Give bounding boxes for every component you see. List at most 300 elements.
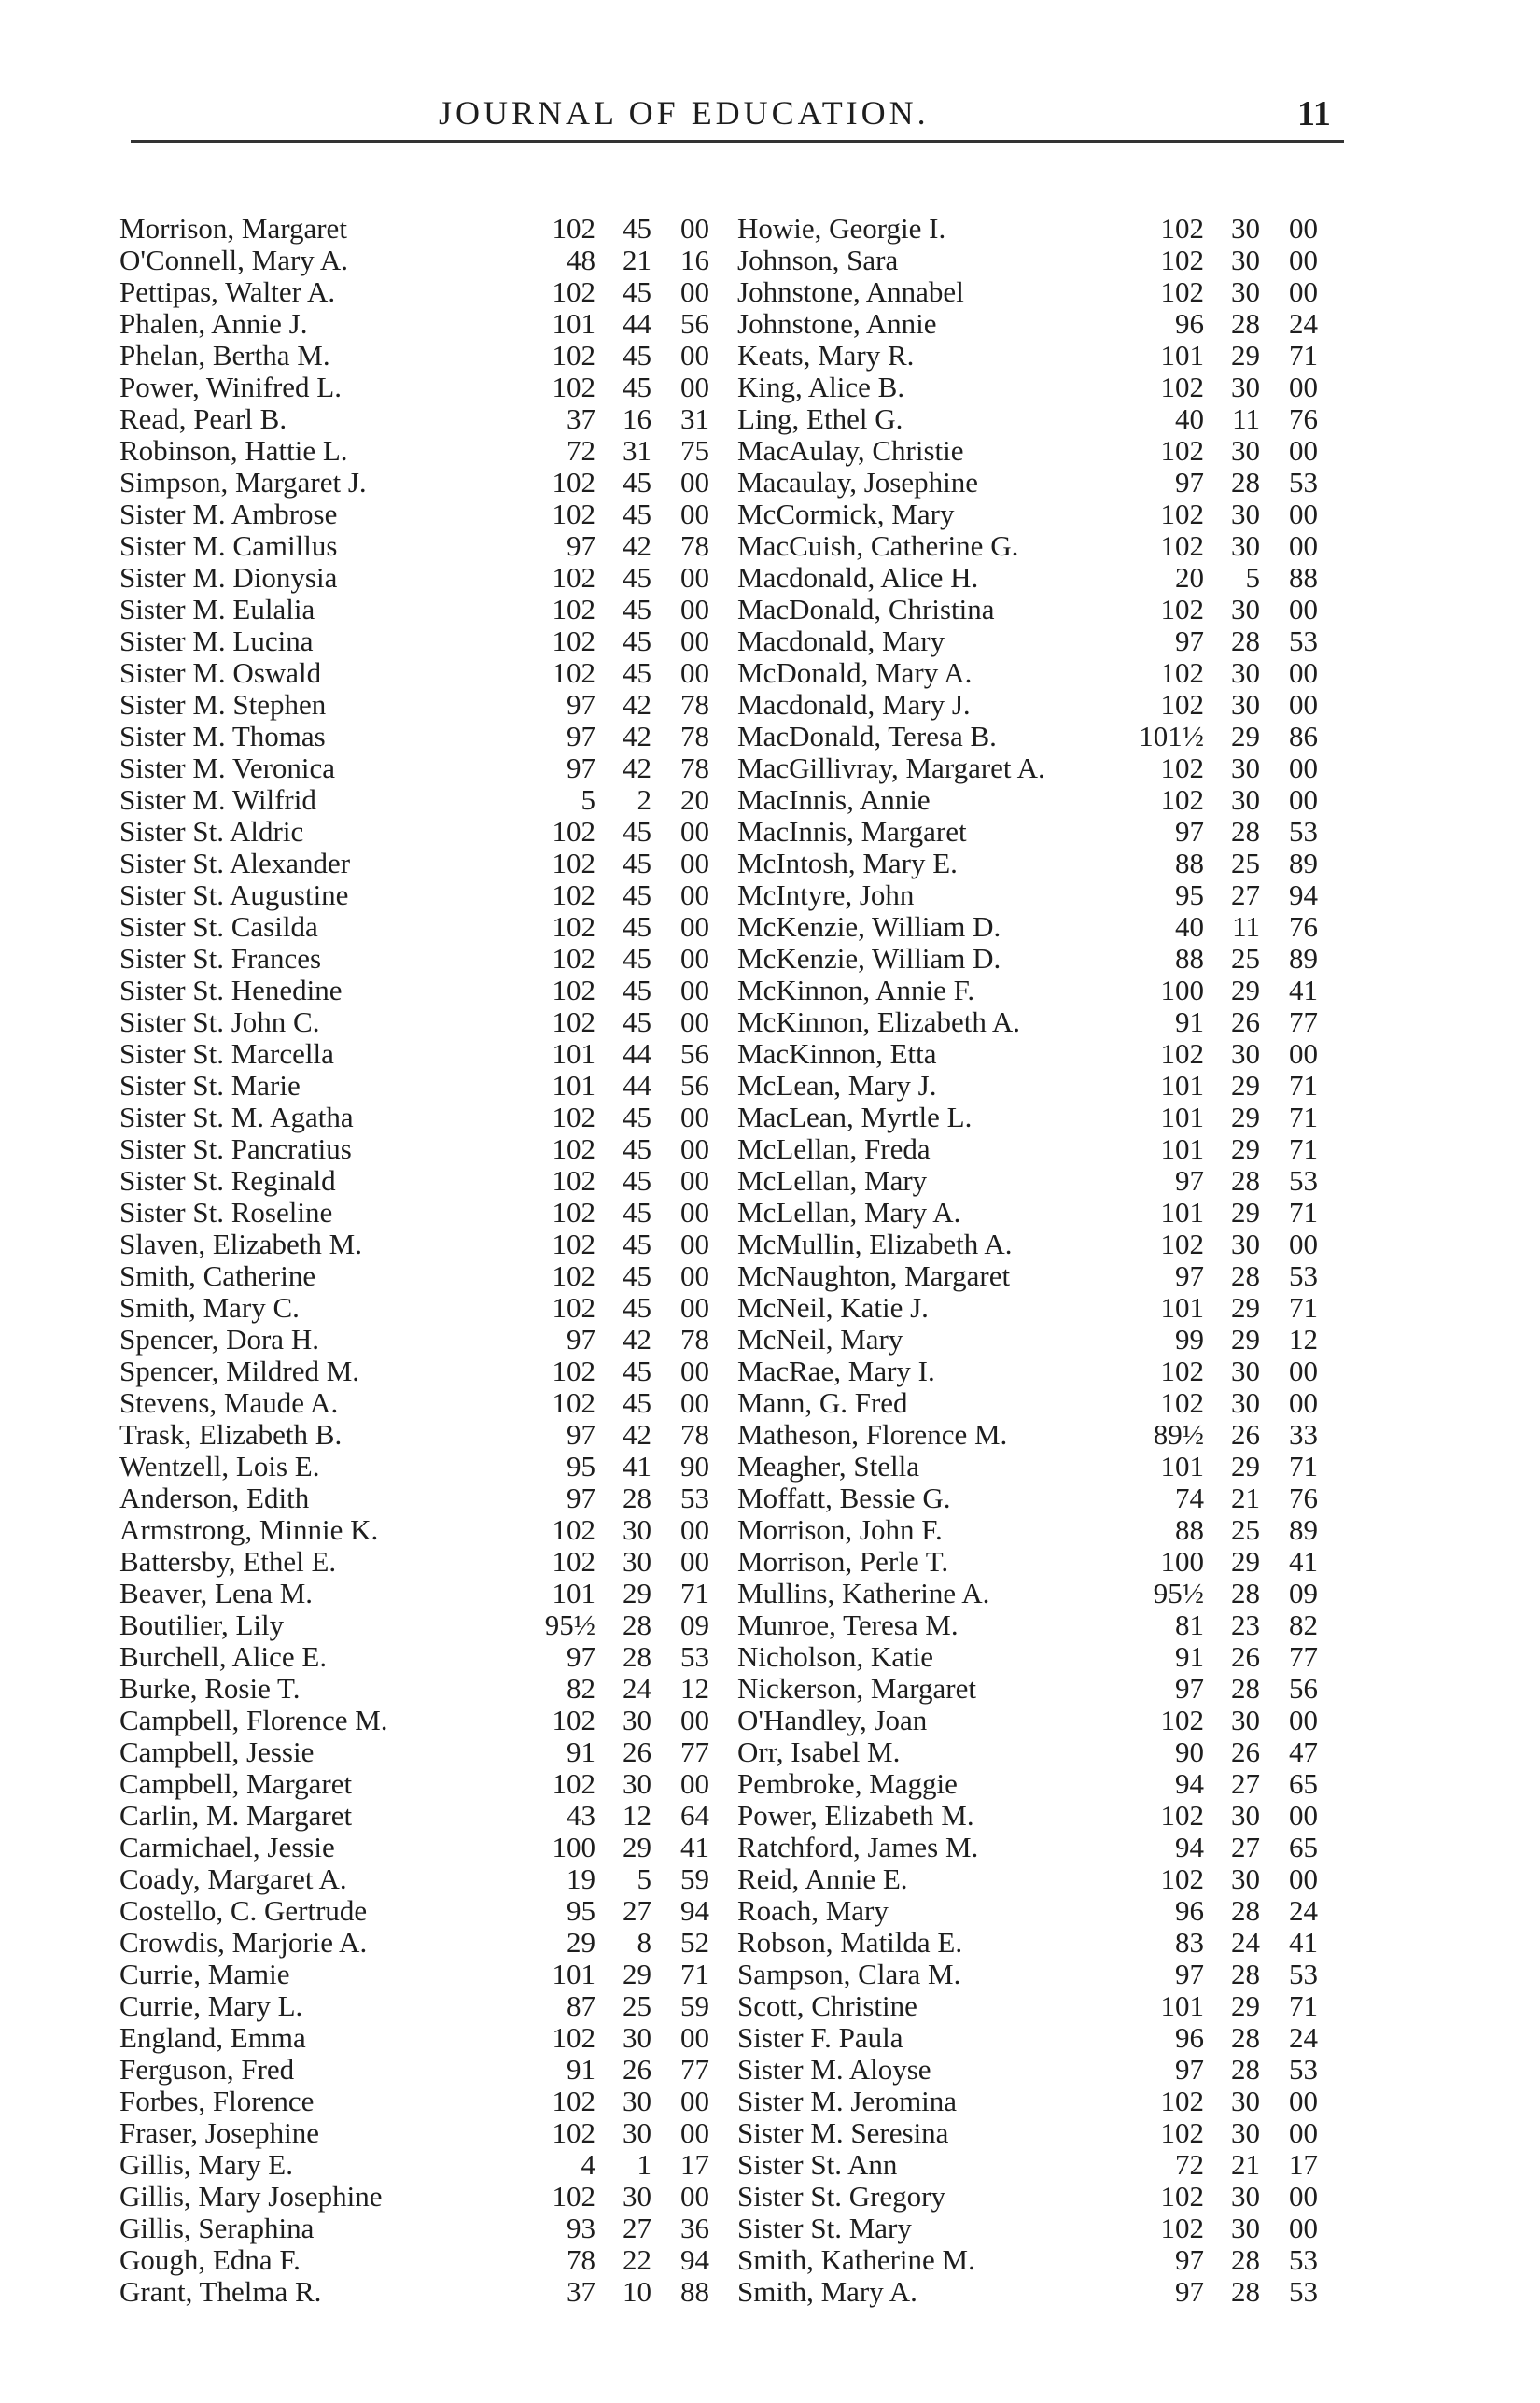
entry-dollars: 29 <box>623 1958 651 1990</box>
entry-dollars: 30 <box>1231 783 1260 816</box>
entry-dollars: 30 <box>1231 434 1260 467</box>
entry-name: Ling, Ethel G. <box>737 402 903 435</box>
entry-cents: 71 <box>1289 1989 1318 2022</box>
list-item <box>737 1260 1344 1292</box>
entry-days: 29 <box>567 1926 595 1959</box>
list-item <box>737 1800 1344 1832</box>
entry-days: 96 <box>1175 307 1204 340</box>
entry-days: 97 <box>567 752 595 784</box>
entry-dollars: 29 <box>1231 1101 1260 1133</box>
entry-days: 100 <box>1160 974 1204 1006</box>
entry-name: Spencer, Dora H. <box>119 1323 319 1356</box>
entry-cents: 89 <box>1289 942 1318 975</box>
entry-days: 102 <box>1160 529 1204 562</box>
list-item <box>119 1895 717 1927</box>
entry-days: 102 <box>1160 1386 1204 1419</box>
entry-cents: 00 <box>680 1164 709 1197</box>
entry-name: Pembroke, Maggie <box>737 1767 958 1800</box>
entry-cents: 00 <box>680 466 709 499</box>
entry-cents: 00 <box>680 974 709 1006</box>
entry-days: 87 <box>567 1989 595 2022</box>
entry-days: 37 <box>567 2275 595 2308</box>
entry-name: McNeil, Katie J. <box>737 1291 929 1324</box>
entry-cents: 53 <box>680 1640 709 1673</box>
entry-cents: 64 <box>680 1799 709 1832</box>
list-item <box>737 1292 1344 1324</box>
entry-name: Sister St. Henedine <box>119 974 343 1006</box>
entry-dollars: 30 <box>1231 1355 1260 1387</box>
entry-days: 91 <box>567 2053 595 2086</box>
entry-dollars: 42 <box>623 752 651 784</box>
entry-days: 102 <box>552 2180 595 2213</box>
entry-days: 102 <box>552 1132 595 1165</box>
entry-dollars: 29 <box>1231 1323 1260 1356</box>
entry-dollars: 1 <box>637 2148 651 2181</box>
entry-dollars: 29 <box>1231 1545 1260 1578</box>
entry-cents: 53 <box>1289 815 1318 848</box>
entry-days: 101 <box>552 1958 595 1990</box>
entry-cents: 00 <box>1289 688 1318 721</box>
entry-days: 102 <box>552 593 595 625</box>
entry-cents: 00 <box>680 1196 709 1229</box>
entry-days: 102 <box>1160 275 1204 308</box>
entry-name: Sister St. Reginald <box>119 1164 336 1197</box>
list-item <box>737 1229 1344 1260</box>
list-item <box>737 1324 1344 1356</box>
list-item <box>119 213 717 245</box>
entry-name: King, Alice B. <box>737 371 905 403</box>
entry-name: Carmichael, Jessie <box>119 1831 335 1863</box>
entry-name: Smith, Catherine <box>119 1259 316 1292</box>
entry-name: McNaughton, Margaret <box>737 1259 1011 1292</box>
entry-dollars: 30 <box>1231 2180 1260 2213</box>
entry-dollars: 45 <box>623 593 651 625</box>
list-item <box>737 1451 1344 1483</box>
entry-dollars: 30 <box>623 1545 651 1578</box>
entry-days: 97 <box>567 1640 595 1673</box>
entry-dollars: 28 <box>1231 1672 1260 1705</box>
entry-dollars: 45 <box>623 212 651 245</box>
entry-dollars: 29 <box>1231 1132 1260 1165</box>
entry-dollars: 25 <box>623 1989 651 2022</box>
entry-cents: 00 <box>680 1513 709 1546</box>
entry-name: McKinnon, Annie F. <box>737 974 975 1006</box>
list-item <box>737 2181 1344 2213</box>
entry-days: 90 <box>1175 1736 1204 1768</box>
list-item <box>119 1990 717 2022</box>
list-item <box>737 594 1344 625</box>
entry-name: Boutilier, Lily <box>119 1609 285 1641</box>
list-item <box>737 1832 1344 1863</box>
entry-dollars: 30 <box>1231 1037 1260 1070</box>
entry-dollars: 30 <box>1231 275 1260 308</box>
entry-cents: 53 <box>1289 466 1318 499</box>
entry-dollars: 21 <box>1231 1482 1260 1514</box>
entry-cents: 00 <box>680 2116 709 2149</box>
entry-days: 88 <box>1175 847 1204 879</box>
list-item <box>119 1387 717 1419</box>
entry-dollars: 21 <box>1231 2148 1260 2181</box>
entry-days: 101 <box>1160 1291 1204 1324</box>
entry-name: McLellan, Mary A. <box>737 1196 961 1229</box>
entry-dollars: 30 <box>1231 752 1260 784</box>
entry-name: Scott, Christine <box>737 1989 917 2022</box>
entry-days: 83 <box>1175 1926 1204 1959</box>
entry-name: Sister M. Thomas <box>119 720 326 752</box>
entry-dollars: 28 <box>1231 2243 1260 2276</box>
entry-cents: 00 <box>680 1704 709 1736</box>
entry-days: 97 <box>1175 1164 1204 1197</box>
entry-cents: 71 <box>1289 1101 1318 1133</box>
entry-cents: 76 <box>1289 402 1318 435</box>
entry-name: MacGillivray, Margaret A. <box>737 752 1045 784</box>
entry-name: Trask, Elizabeth B. <box>119 1418 343 1451</box>
list-item <box>119 403 717 435</box>
entry-name: Gillis, Mary E. <box>119 2148 293 2181</box>
entry-name: MacAulay, Christie <box>737 434 964 467</box>
entry-cents: 94 <box>680 2243 709 2276</box>
entry-cents: 00 <box>680 625 709 657</box>
entry-cents: 86 <box>1289 720 1318 752</box>
list-item <box>737 530 1344 562</box>
entry-cents: 00 <box>1289 656 1318 689</box>
entry-cents: 00 <box>680 2085 709 2117</box>
entry-name: Ferguson, Fred <box>119 2053 295 2086</box>
list-item <box>119 1673 717 1705</box>
list-item <box>737 1356 1344 1387</box>
entry-dollars: 29 <box>1231 1989 1260 2022</box>
entry-name: Campbell, Florence M. <box>119 1704 388 1736</box>
entry-days: 96 <box>1175 1894 1204 1927</box>
entry-days: 48 <box>567 244 595 276</box>
entry-days: 93 <box>567 2212 595 2244</box>
list-item <box>119 1514 717 1546</box>
entry-cents: 78 <box>680 1418 709 1451</box>
entry-dollars: 30 <box>1231 656 1260 689</box>
list-item <box>119 435 717 467</box>
entry-cents: 33 <box>1289 1418 1318 1451</box>
entry-name: Pettipas, Walter A. <box>119 275 336 308</box>
entry-name: Ratchford, James M. <box>737 1831 979 1863</box>
entry-name: Sister St. Alexander <box>119 847 351 879</box>
list-item <box>119 879 717 911</box>
entry-cents: 41 <box>1289 974 1318 1006</box>
entry-cents: 94 <box>1289 878 1318 911</box>
entry-cents: 09 <box>680 1609 709 1641</box>
entry-days: 95½ <box>544 1609 595 1641</box>
entry-dollars: 27 <box>1231 878 1260 911</box>
entry-dollars: 30 <box>1231 1799 1260 1832</box>
entry-days: 102 <box>1160 1037 1204 1070</box>
entry-cents: 00 <box>680 371 709 403</box>
entry-days: 102 <box>552 1291 595 1324</box>
journal-title: JOURNAL OF EDUCATION. <box>439 94 930 132</box>
entry-name: Johnstone, Annie <box>737 307 937 340</box>
entry-days: 95 <box>567 1450 595 1483</box>
list-item <box>737 752 1344 784</box>
entry-cents: 52 <box>680 1926 709 1959</box>
entry-dollars: 30 <box>623 2116 651 2149</box>
entry-days: 95 <box>567 1894 595 1927</box>
entry-dollars: 45 <box>623 1355 651 1387</box>
entry-name: Sister St. Roseline <box>119 1196 333 1229</box>
entry-dollars: 45 <box>623 1386 651 1419</box>
entry-cents: 00 <box>680 656 709 689</box>
entry-dollars: 22 <box>623 2243 651 2276</box>
entry-dollars: 30 <box>1231 688 1260 721</box>
entry-name: Sister M. Lucina <box>119 625 314 657</box>
entry-dollars: 29 <box>1231 1069 1260 1102</box>
entry-cents: 00 <box>1289 2116 1318 2149</box>
list-item <box>119 2149 717 2181</box>
list-item <box>119 594 717 625</box>
list-item <box>119 276 717 308</box>
entry-name: Mann, G. Fred <box>737 1386 908 1419</box>
entry-cents: 00 <box>680 1767 709 1800</box>
entry-dollars: 29 <box>1231 339 1260 372</box>
entry-cents: 78 <box>680 529 709 562</box>
entry-dollars: 25 <box>1231 847 1260 879</box>
entry-days: 102 <box>1160 1799 1204 1832</box>
entry-cents: 00 <box>1289 783 1318 816</box>
entry-cents: 53 <box>1289 2243 1318 2276</box>
entry-name: Power, Elizabeth M. <box>737 1799 974 1832</box>
list-item <box>119 1197 717 1229</box>
entry-days: 102 <box>552 942 595 975</box>
entry-days: 102 <box>552 1005 595 1038</box>
entry-dollars: 30 <box>1231 1862 1260 1895</box>
entry-dollars: 45 <box>623 1132 651 1165</box>
entry-days: 102 <box>552 1228 595 1260</box>
entry-cents: 71 <box>680 1577 709 1609</box>
entry-days: 102 <box>552 1513 595 1546</box>
entry-days: 102 <box>1160 371 1204 403</box>
list-item <box>737 2086 1344 2117</box>
entry-name: Sampson, Clara M. <box>737 1958 961 1990</box>
entry-cents: 78 <box>680 1323 709 1356</box>
entry-cents: 00 <box>680 275 709 308</box>
entry-dollars: 31 <box>623 434 651 467</box>
entry-cents: 53 <box>680 1482 709 1514</box>
entry-dollars: 28 <box>1231 1958 1260 1990</box>
entry-days: 88 <box>1175 1513 1204 1546</box>
entry-name: Grant, Thelma R. <box>119 2275 322 2308</box>
entry-cents: 00 <box>680 212 709 245</box>
entry-name: Sister St. Gregory <box>737 2180 946 2213</box>
entry-cents: 00 <box>1289 434 1318 467</box>
list-item <box>737 625 1344 657</box>
list-item <box>119 1419 717 1451</box>
entry-dollars: 42 <box>623 1323 651 1356</box>
entry-dollars: 42 <box>623 529 651 562</box>
entry-days: 91 <box>1175 1005 1204 1038</box>
entry-name: Morrison, Perle T. <box>737 1545 949 1578</box>
entry-dollars: 42 <box>623 1418 651 1451</box>
entry-dollars: 30 <box>1231 212 1260 245</box>
entry-days: 102 <box>552 498 595 530</box>
entry-dollars: 29 <box>623 1577 651 1609</box>
entry-dollars: 45 <box>623 1259 651 1292</box>
list-item <box>119 1133 717 1165</box>
entry-dollars: 29 <box>1231 1196 1260 1229</box>
list-item <box>737 689 1344 721</box>
entry-cents: 20 <box>680 783 709 816</box>
entry-cents: 00 <box>1289 1355 1318 1387</box>
entry-cents: 82 <box>1289 1609 1318 1641</box>
entry-name: Robson, Matilda E. <box>737 1926 963 1959</box>
entry-dollars: 5 <box>1245 561 1260 594</box>
entry-days: 72 <box>1175 2148 1204 2181</box>
list-item <box>119 2117 717 2149</box>
entry-cents: 00 <box>680 498 709 530</box>
entry-days: 97 <box>567 529 595 562</box>
entry-name: Moffatt, Bessie G. <box>737 1482 951 1514</box>
entry-name: McMullin, Elizabeth A. <box>737 1228 1013 1260</box>
list-item <box>737 1038 1344 1070</box>
list-item <box>119 1863 717 1895</box>
entry-cents: 53 <box>1289 2275 1318 2308</box>
entry-name: O'Handley, Joan <box>737 1704 928 1736</box>
entry-days: 97 <box>1175 2275 1204 2308</box>
list-item <box>737 2213 1344 2244</box>
entry-name: Howie, Georgie I. <box>737 212 946 245</box>
entry-days: 102 <box>1160 1355 1204 1387</box>
entry-days: 101½ <box>1139 720 1204 752</box>
list-item <box>737 943 1344 975</box>
entry-cents: 00 <box>680 2180 709 2213</box>
entry-days: 102 <box>552 847 595 879</box>
entry-name: Read, Pearl B. <box>119 402 287 435</box>
list-item <box>737 816 1344 848</box>
entry-name: Stevens, Maude A. <box>119 1386 339 1419</box>
entry-dollars: 29 <box>1231 1450 1260 1483</box>
entry-days: 91 <box>567 1736 595 1768</box>
entry-days: 94 <box>1175 1831 1204 1863</box>
entry-cents: 53 <box>1289 1164 1318 1197</box>
entry-days: 89½ <box>1153 1418 1204 1451</box>
entry-days: 97 <box>567 1482 595 1514</box>
entry-dollars: 28 <box>1231 1894 1260 1927</box>
entry-cents: 00 <box>680 1545 709 1578</box>
entry-name: Johnstone, Annabel <box>737 275 964 308</box>
list-item <box>737 1895 1344 1927</box>
list-item <box>119 1800 717 1832</box>
entry-name: Keats, Mary R. <box>737 339 915 372</box>
entry-dollars: 28 <box>623 1609 651 1641</box>
entry-cents: 71 <box>1289 1069 1318 1102</box>
entry-days: 102 <box>552 625 595 657</box>
list-item <box>737 1514 1344 1546</box>
list-item <box>737 721 1344 752</box>
entry-name: MacCuish, Catherine G. <box>737 529 1019 562</box>
entry-name: Costello, C. Gertrude <box>119 1894 368 1927</box>
left-column-list <box>119 213 717 2308</box>
entry-days: 102 <box>1160 434 1204 467</box>
entry-cents: 00 <box>680 1132 709 1165</box>
list-item <box>119 1483 717 1514</box>
entry-days: 102 <box>1160 752 1204 784</box>
entry-name: MacLean, Myrtle L. <box>737 1101 973 1133</box>
list-item <box>737 1070 1344 1102</box>
entry-days: 94 <box>1175 1767 1204 1800</box>
entry-days: 97 <box>1175 1672 1204 1705</box>
entry-cents: 71 <box>1289 1291 1318 1324</box>
entry-days: 101 <box>1160 1132 1204 1165</box>
entry-days: 97 <box>1175 2243 1204 2276</box>
entry-dollars: 30 <box>1231 498 1260 530</box>
entry-name: Sister M. Oswald <box>119 656 322 689</box>
list-item <box>737 879 1344 911</box>
list-item <box>737 2149 1344 2181</box>
entry-name: Macdonald, Mary <box>737 625 945 657</box>
entry-cents: 00 <box>680 878 709 911</box>
list-item <box>119 1451 717 1483</box>
entry-cents: 89 <box>1289 1513 1318 1546</box>
entry-days: 102 <box>552 371 595 403</box>
entry-cents: 09 <box>1289 1577 1318 1609</box>
entry-name: Sister M. Jeromina <box>737 2085 958 2117</box>
entry-cents: 47 <box>1289 1736 1318 1768</box>
entry-name: Sister St. Aldric <box>119 815 304 848</box>
list-item <box>737 340 1344 372</box>
list-item <box>119 1292 717 1324</box>
list-item <box>119 1578 717 1609</box>
entry-dollars: 21 <box>623 244 651 276</box>
entry-dollars: 26 <box>623 2053 651 2086</box>
list-item <box>119 2086 717 2117</box>
entry-dollars: 45 <box>623 1228 651 1260</box>
entry-name: Sister M. Camillus <box>119 529 338 562</box>
entry-days: 102 <box>552 878 595 911</box>
entry-cents: 00 <box>680 561 709 594</box>
list-item <box>737 2022 1344 2054</box>
entry-days: 102 <box>1160 593 1204 625</box>
entry-name: Sister St. Pancratius <box>119 1132 352 1165</box>
entry-days: 97 <box>567 720 595 752</box>
list-item <box>119 784 717 816</box>
entry-cents: 12 <box>680 1672 709 1705</box>
entry-name: Currie, Mamie <box>119 1958 290 1990</box>
entry-cents: 41 <box>680 1831 709 1863</box>
entry-cents: 89 <box>1289 847 1318 879</box>
entry-cents: 00 <box>1289 244 1318 276</box>
entry-days: 102 <box>1160 2085 1204 2117</box>
entry-dollars: 45 <box>623 942 651 975</box>
entry-days: 101 <box>552 1037 595 1070</box>
entry-days: 97 <box>1175 1259 1204 1292</box>
entry-days: 102 <box>552 339 595 372</box>
entry-dollars: 27 <box>1231 1831 1260 1863</box>
entry-days: 91 <box>1175 1640 1204 1673</box>
list-item <box>737 1768 1344 1800</box>
entry-name: Johnson, Sara <box>737 244 899 276</box>
entry-name: Anderson, Edith <box>119 1482 310 1514</box>
entry-cents: 53 <box>1289 625 1318 657</box>
entry-dollars: 29 <box>1231 974 1260 1006</box>
entry-dollars: 45 <box>623 498 651 530</box>
entry-dollars: 45 <box>623 561 651 594</box>
entry-dollars: 45 <box>623 1005 651 1038</box>
entry-cents: 00 <box>680 1355 709 1387</box>
entry-name: Macdonald, Mary J. <box>737 688 971 721</box>
list-item <box>737 1609 1344 1641</box>
list-item <box>737 245 1344 276</box>
list-item <box>119 499 717 530</box>
entry-dollars: 30 <box>1231 371 1260 403</box>
right-column-list <box>737 213 1344 2308</box>
entry-cents: 31 <box>680 402 709 435</box>
entry-cents: 00 <box>1289 1037 1318 1070</box>
